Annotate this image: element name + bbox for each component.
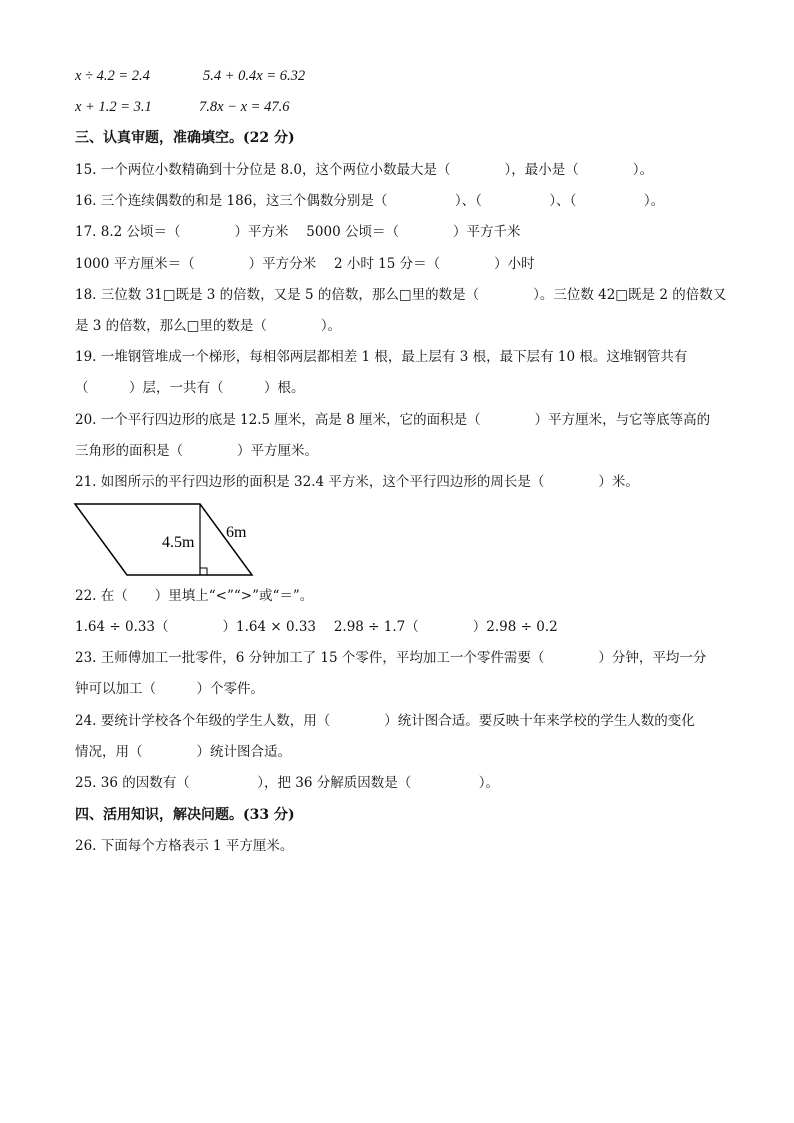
question-19-line-1: 19. 一堆钢管堆成一个梯形，每相邻两层都相差 1 根，最上层有 3 根，最下层有 10 根。这堆钢管共有 [75, 349, 688, 365]
right-angle-mark [200, 568, 207, 575]
question-22-line-2: 1.64 ÷ 0.33（ ）1.64 × 0.33 2.98 ÷ 1.7（ ）2.98 ÷ 0.2 [75, 619, 558, 635]
question-21: 21. 如图所示的平行四边形的面积是 32.4 平方米，这个平行四边形的周长是（ ）米。 [75, 474, 639, 490]
side-label: 6m [226, 524, 247, 541]
question-25: 25. 36 的因数有（ ），把 36 分解质因数是（ ）。 [75, 775, 499, 791]
question-24-line-1: 24. 要统计学校各个年级的学生人数，用（ ）统计图合适。要反映十年来学校的学生人数的变化 [75, 713, 695, 729]
question-24-line-2: 情况，用（ ）统计图合适。 [75, 744, 291, 760]
equation-3: x + 1.2 = 3.1 [75, 99, 152, 115]
equation-2: 5.4 + 0.4x = 6.32 [203, 68, 306, 84]
question-22: 22. 在（ ）里填上“<”“>”或“＝”。 [75, 588, 314, 604]
question-20-line-2: 三角形的面积是（ ）平方厘米。 [75, 443, 318, 459]
question-17-line-2: 1000 平方厘米＝（ ）平方分米 2 小时 15 分＝（ ）小时 [75, 256, 535, 272]
question-16: 16. 三个连续偶数的和是 186，这三个偶数分别是（ ）、（ ）、（ ）。 [75, 193, 665, 209]
question-18-line-1: 18. 三位数 31□既是 3 的倍数，又是 5 的倍数，那么□里的数是（ ）。三位数 42□既是 2 的倍数又 [75, 287, 727, 303]
parallelogram-figure [72, 500, 262, 580]
section-4-heading: 四、活用知识，解决问题。(33 分) [75, 807, 295, 823]
question-23-line-2: 钟可以加工（ ）个零件。 [75, 681, 264, 697]
question-19-line-2: （ ）层，一共有（ ）根。 [75, 380, 305, 396]
equation-4: 7.8x − x = 47.6 [199, 99, 290, 115]
question-15: 15. 一个两位小数精确到十分位是 8.0，这个两位小数最大是（ ），最小是（ ）。 [75, 162, 654, 178]
height-label: 4.5m [162, 534, 195, 551]
question-26: 26. 下面每个方格表示 1 平方厘米。 [75, 838, 294, 854]
question-20-line-1: 20. 一个平行四边形的底是 12.5 厘米，高是 8 厘米，它的面积是（ ）平方厘米，与它等底等高的 [75, 412, 711, 428]
question-23-line-1: 23. 王师傅加工一批零件，6 分钟加工了 15 个零件，平均加工一个零件需要（ ）分钟，平均一分 [75, 650, 707, 666]
section-3-heading: 三、认真审题，准确填空。(22 分) [75, 130, 295, 146]
equation-1: x ÷ 4.2 = 2.4 [75, 68, 150, 84]
question-17-line-1: 17. 8.2 公顷＝（ ）平方米 5000 公顷＝（ ）平方千米 [75, 224, 521, 240]
question-18-line-2: 是 3 的倍数，那么□里的数是（ ）。 [75, 318, 342, 334]
